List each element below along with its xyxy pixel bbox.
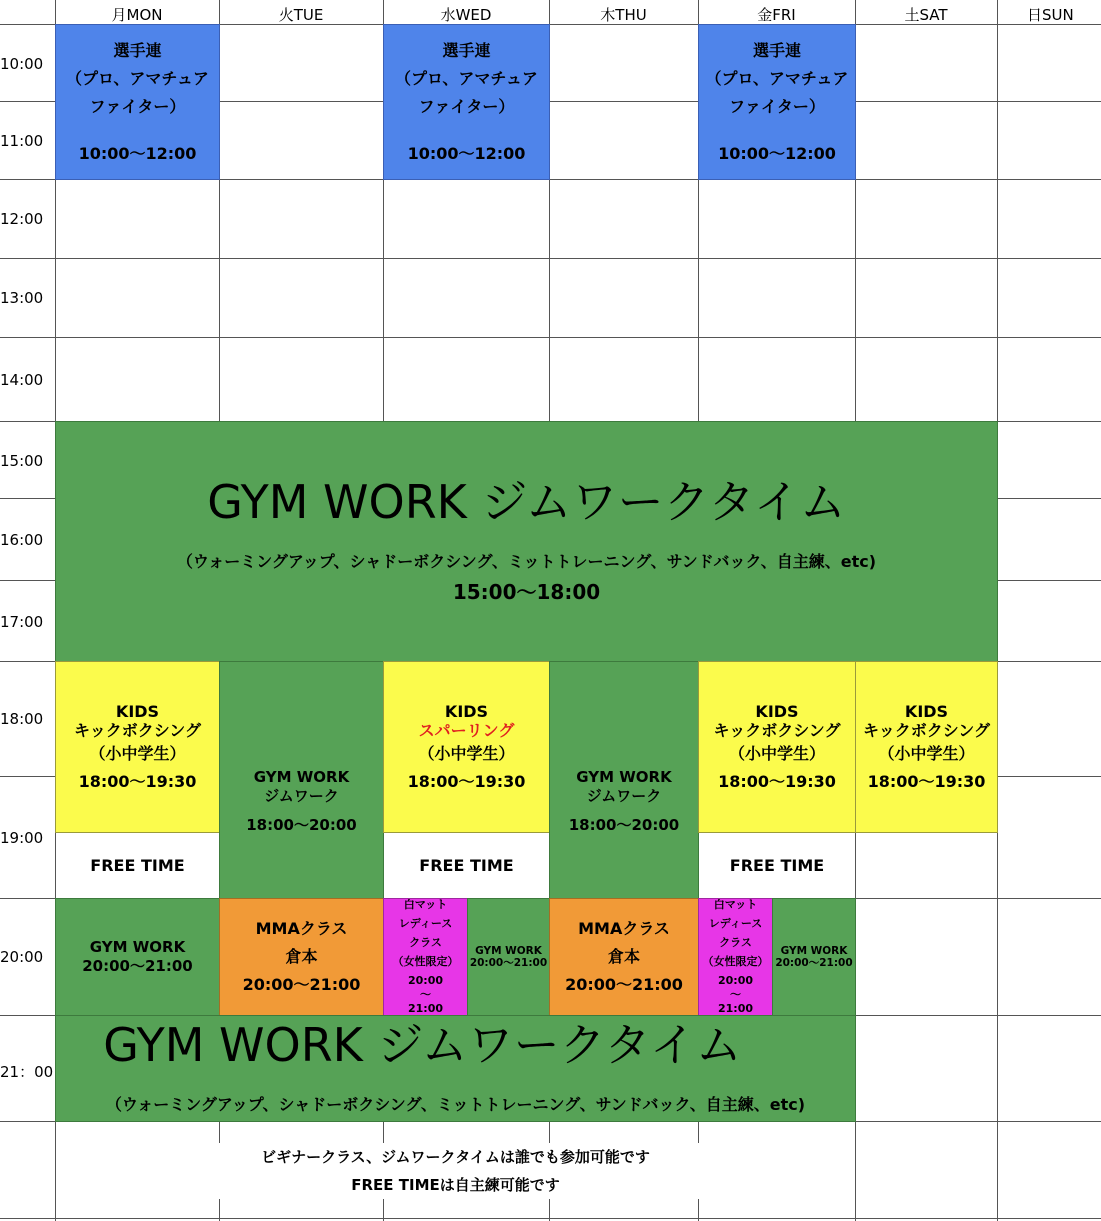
gym-work-small-fri <box>772 898 856 1016</box>
pro-class-time: 10:00〜12:00 <box>718 144 836 163</box>
mma-coach: 倉本 <box>607 947 640 966</box>
mma-title: MMAクラス <box>255 919 348 938</box>
ladies-line: 21:00 <box>407 1002 443 1015</box>
kids-grade: （小中学生） <box>878 744 975 763</box>
gym-work-time: 20:00〜21:00 <box>775 957 853 969</box>
ladies-line: クラス <box>409 936 442 949</box>
mma-time: 20:00〜21:00 <box>242 975 361 994</box>
gym-work-afternoon <box>55 421 998 662</box>
pro-class-subtitle: ファイター） <box>89 97 186 116</box>
mma-class-tue <box>219 898 384 1016</box>
gym-work-time: 18:00〜20:00 <box>246 815 357 834</box>
ladies-line: （女性限定） <box>702 955 769 968</box>
day-header-tue: 火TUE <box>278 6 324 24</box>
time-label-1800: 18:00 <box>0 710 44 728</box>
day-header-fri: 金FRI <box>757 6 796 24</box>
mma-class-thu <box>549 898 699 1016</box>
gym-work-time: 20:00〜21:00 <box>82 957 193 975</box>
gym-work-title: GYM WORK <box>576 767 672 786</box>
kids-sparring: スパーリング <box>418 721 515 740</box>
gym-work-title: GYM WORK <box>780 945 848 957</box>
gym-work-tue-evening <box>219 661 384 899</box>
kids-class-mon <box>55 661 220 833</box>
gym-work-time: 20:00〜21:00 <box>469 957 548 969</box>
day-header-thu: 木THU <box>600 6 647 24</box>
note-line: FREE TIMEは自主練可能です <box>351 1176 560 1194</box>
ladies-line: （女性限定） <box>392 955 459 968</box>
day-header-sat: 土SAT <box>904 6 948 24</box>
gym-work-night-desc: （ウォーミングアップ、シャドーボクシング、ミットトレーニング、サンドバック、自主練、etc) <box>105 1095 806 1114</box>
free-time-wed: FREE TIME <box>384 833 549 898</box>
ladies-line: 21:00 <box>717 1002 753 1015</box>
ladies-line: レディース <box>398 917 453 930</box>
gym-work-subtitle: ジムワーク <box>586 786 662 805</box>
time-label-1200: 12:00 <box>0 210 44 228</box>
note-line: ビギナークラス、ジムワークタイムは誰でも参加可能です <box>261 1148 650 1166</box>
day-header-wed: 水WED <box>440 6 492 24</box>
pro-class-time: 10:00〜12:00 <box>78 144 197 163</box>
pro-class-mon <box>55 24 220 180</box>
grid-line <box>0 337 1101 338</box>
gym-work-time: 18:00〜20:00 <box>568 815 680 834</box>
gym-work-afternoon-desc: （ウォーミングアップ、シャドーボクシング、ミットトレーニング、サンドバック、自主練、etc) <box>176 552 877 571</box>
kids-sparring-wed <box>383 661 550 833</box>
time-label-1000: 10:00 <box>0 55 44 73</box>
ladies-line: 20:00 <box>407 974 443 987</box>
kids-label: KIDS <box>755 702 799 721</box>
free-time-mon: FREE TIME <box>56 833 219 898</box>
ladies-class-wed <box>383 898 468 1016</box>
kids-grade: （小中学生） <box>89 744 186 763</box>
gym-work-subtitle: ジムワーク <box>264 786 339 805</box>
gym-work-night <box>55 1015 856 1122</box>
gym-work-title: GYM WORK <box>89 938 186 956</box>
ladies-line: 白マット <box>713 898 758 911</box>
kids-kickboxing: キックボクシング <box>863 721 990 740</box>
kids-kickboxing: キックボクシング <box>713 721 841 740</box>
time-label-1700: 17:00 <box>0 613 44 631</box>
time-label-1600: 16:00 <box>0 531 44 549</box>
free-time-fri: FREE TIME <box>699 833 855 898</box>
pro-class-title: 選手連 <box>752 41 801 60</box>
kids-class-sat <box>855 661 998 833</box>
kids-time: 18:00〜19:30 <box>867 772 986 791</box>
day-header-sun: 日SUN <box>1027 6 1074 24</box>
time-label-1900: 19:00 <box>0 829 44 847</box>
pro-class-subtitle: （プロ、アマチュア <box>66 69 209 88</box>
time-label-1500: 15:00 <box>0 452 44 470</box>
grid-line <box>0 1218 1101 1219</box>
kids-grade: （小中学生） <box>728 744 825 763</box>
pro-class-title: 選手連 <box>442 41 491 60</box>
time-label-1400: 14:00 <box>0 371 44 389</box>
pro-class-subtitle: （プロ、アマチュア <box>395 69 538 88</box>
gym-work-title: GYM WORK <box>475 945 542 957</box>
gym-work-afternoon-title: GYM WORK ジムワークタイム <box>207 475 846 529</box>
pro-class-wed <box>383 24 550 180</box>
ladies-line: 20:00 <box>717 974 753 987</box>
ladies-line: 〜 <box>420 988 431 1001</box>
gym-work-afternoon-time: 15:00〜18:00 <box>452 580 601 604</box>
ladies-class-fri <box>698 898 773 1016</box>
gym-work-night-title: GYM WORK ジムワークタイム <box>103 1018 742 1072</box>
time-label-2000: 20:00 <box>0 948 44 966</box>
kids-label: KIDS <box>444 702 489 721</box>
pro-class-title: 選手連 <box>113 41 162 60</box>
pro-class-subtitle: ファイター） <box>729 97 825 116</box>
gym-work-mon-20 <box>55 898 220 1016</box>
kids-label: KIDS <box>904 702 949 721</box>
gym-work-title: GYM WORK <box>253 767 350 786</box>
pro-class-subtitle: （プロ、アマチュア <box>705 69 849 88</box>
gym-work-small-wed <box>467 898 550 1016</box>
mma-title: MMAクラス <box>578 919 670 938</box>
pro-class-subtitle: ファイター） <box>418 97 515 116</box>
kids-time: 18:00〜19:30 <box>718 772 836 791</box>
pro-class-time: 10:00〜12:00 <box>407 144 526 163</box>
time-label-2100: 21：00 <box>0 1063 54 1081</box>
notes <box>56 1143 855 1199</box>
kids-class-fri <box>698 661 856 833</box>
kids-kickboxing: キックボクシング <box>74 721 201 740</box>
kids-grade: （小中学生） <box>418 744 515 763</box>
mma-time: 20:00〜21:00 <box>565 975 683 994</box>
mma-coach: 倉本 <box>285 947 318 966</box>
ladies-line: レディース <box>708 917 763 930</box>
time-label-1300: 13:00 <box>0 289 44 307</box>
ladies-line: 白マット <box>403 898 448 911</box>
ladies-line: 〜 <box>730 988 741 1001</box>
pro-class-fri <box>698 24 856 180</box>
ladies-line: クラス <box>719 936 752 949</box>
day-header-mon: 月MON <box>111 6 163 24</box>
kids-time: 18:00〜19:30 <box>407 772 526 791</box>
kids-time: 18:00〜19:30 <box>78 772 197 791</box>
gym-work-thu-evening <box>549 661 699 899</box>
kids-label: KIDS <box>115 702 160 721</box>
grid-line <box>0 258 1101 259</box>
time-label-1100: 11:00 <box>0 132 44 150</box>
